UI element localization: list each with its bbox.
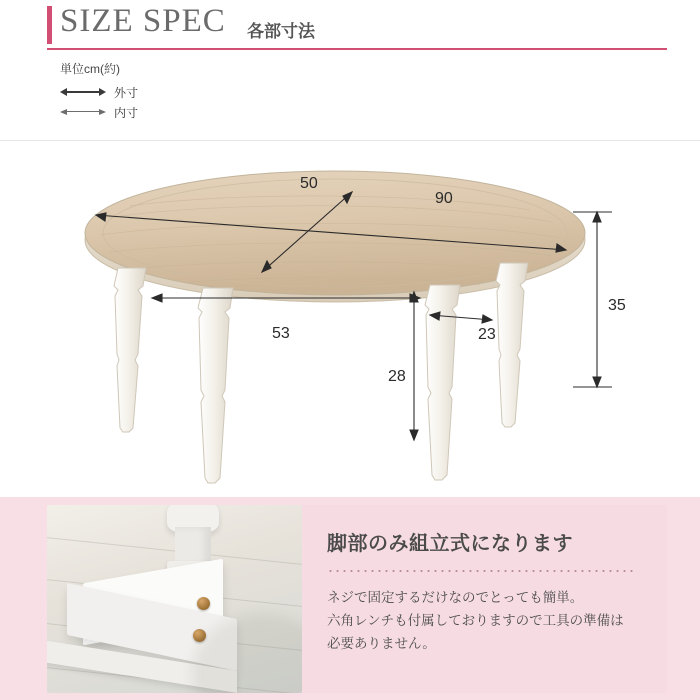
table-illustration <box>0 140 700 490</box>
assembly-info-inner <box>47 505 667 693</box>
dimension-label-width: 90 <box>435 190 453 207</box>
header-accent-bar <box>47 6 52 44</box>
legend-item-label: 内寸 <box>114 105 139 120</box>
assembly-heading: 脚部のみ組立式になります <box>327 533 573 555</box>
page-title: SIZE SPEC <box>60 3 226 39</box>
assembly-info-panel <box>0 497 700 700</box>
legend <box>60 60 280 123</box>
assembly-body-line: ネジで固定するだけなのでとっても簡単。 <box>327 590 584 605</box>
assembly-photo <box>47 505 302 693</box>
page-header <box>0 0 700 52</box>
header-divider <box>47 48 667 50</box>
assembly-body-line: 必要ありません。 <box>327 636 436 652</box>
page-subtitle: 各部寸法 <box>247 22 315 41</box>
double-arrow-thin-icon <box>60 107 106 117</box>
dotted-divider <box>327 570 637 572</box>
legend-unit-label: 単位cm(約) <box>60 62 120 76</box>
assembly-body <box>327 586 667 656</box>
double-arrow-icon <box>60 87 106 97</box>
size-spec-diagram <box>0 140 700 490</box>
dimension-label-leg-gap: 23 <box>478 326 496 343</box>
dimension-label-leg-height: 28 <box>388 368 406 385</box>
legend-item-label: 外寸 <box>114 85 139 100</box>
dimension-label-total-height: 35 <box>608 297 626 314</box>
screw-icon <box>197 597 210 610</box>
dimension-label-depth: 50 <box>300 175 318 192</box>
assembly-body-line: 六角レンチも付属しておりますので工具の準備は <box>327 613 624 629</box>
dimension-label-leg-span: 53 <box>272 325 290 342</box>
assembly-text-block <box>327 527 667 656</box>
legend-item-outer <box>60 83 280 101</box>
legend-item-inner <box>60 103 280 121</box>
